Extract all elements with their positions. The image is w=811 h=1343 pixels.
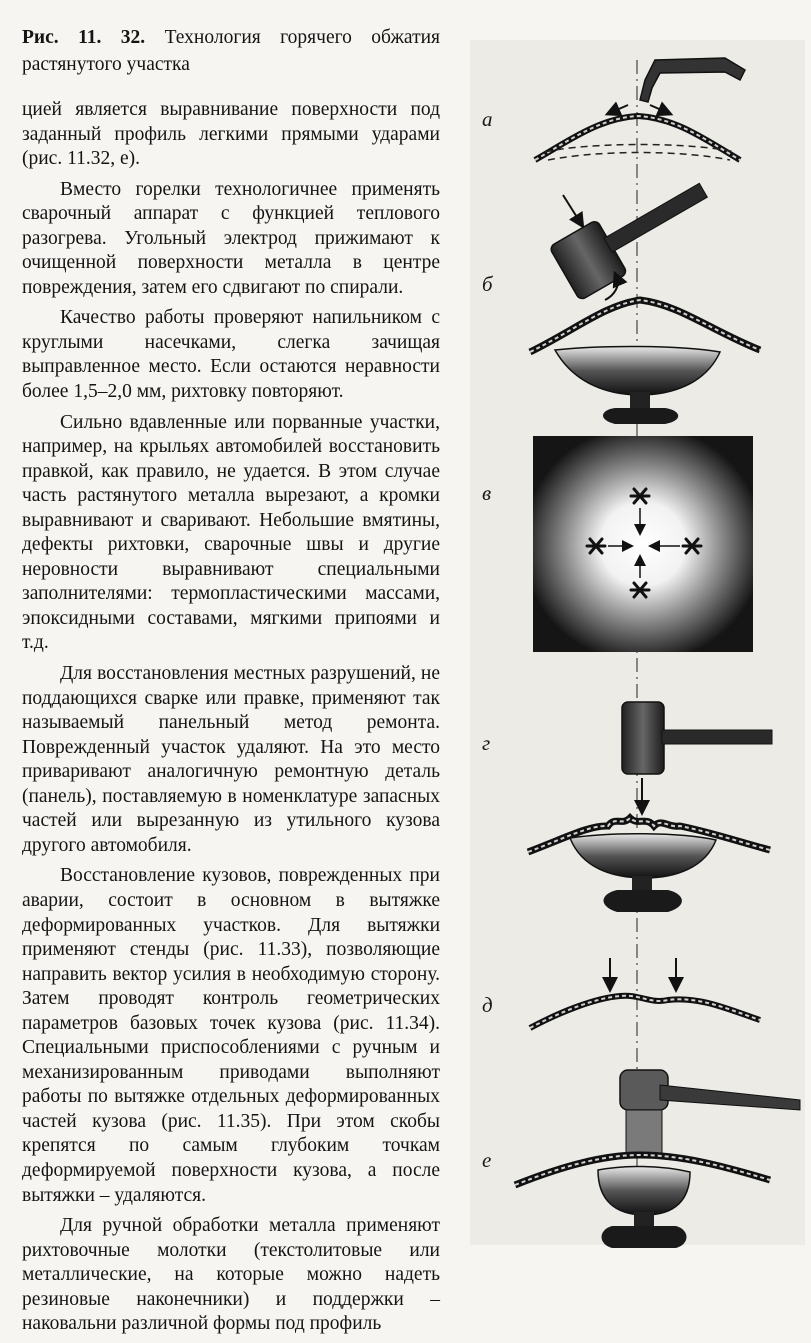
label-e: е xyxy=(482,1148,492,1172)
label-b: б xyxy=(482,272,493,296)
figure-11-32 xyxy=(460,0,811,1251)
paragraph: Для ручной обработки металла применяют рихтовочные молотки (текстолитовые или металлические, на которые можно надеть резиновые наконечники) и поддержки – наковальни различной формы под профиль xyxy=(22,1215,440,1335)
figure-caption xyxy=(22,24,440,78)
paragraph: цией является выравнивание поверхности под заданный профиль легкими прямыми ударами (рис. 11.32, е). xyxy=(22,99,440,170)
caption-label: Рис. 11. 32. xyxy=(22,27,146,48)
figure-illustration xyxy=(460,0,811,1251)
paragraph: Для восстановления местных разрушений, не поддающихся сварке или правке, применяют так называемый панельный метод ремонта. Поврежденный участок удаляют. На это место приваривают аналогичную ремонтную деталь (панель), поставляемую в номенклатуре запасных частей или вырезанную из утильного кузова другого автомобиля. xyxy=(22,663,440,856)
text-column xyxy=(22,24,440,1343)
caption-text: Технология горячего обжатия растянутого участка xyxy=(22,27,441,75)
paragraph: Вместо горелки технологичнее применять сварочный аппарат с функцией теплового разогрева. Угольный электрод прижимают к очищенной поверхности металла в центре повреждения, затем его сдвигают по спирали. xyxy=(22,178,440,298)
heated-area xyxy=(533,436,753,652)
paragraph: Сильно вдавленные или порванные участки, например, на крыльях автомобилей восстановить правкой, как правило, не удается. В этом случае часть растянутого металла вырезают, а кромки выравнивают и сваривают. Небольшие вмятины, дефекты рихтовки, сварочные швы и другие неровности выравнивают специальными заполнителями: термопластическими массами, эпоксидными составами, мягкими припоями и т.д. xyxy=(22,411,440,654)
paragraph: Качество работы проверяют напильником с круглыми насечками, слегка зачищая выправленное место. Если остаются неравности более 1,5–2,0 мм, рихтовку повторяют. xyxy=(22,307,440,403)
label-a: а xyxy=(482,107,493,131)
label-v: в xyxy=(482,481,492,505)
label-g: г xyxy=(482,731,491,755)
paragraph: Восстановление кузовов, поврежденных при аварии, состоит в основном в вытяжке деформированных участков. Для вытяжки применяют стенды (рис. 11.33), позволяющие направить вектор усилия в необходимую сторону. Затем проводят контроль геометрических параметров базовых точек кузова (рис. 11.34). Специальными приспособлениями с ручным и механизированным приводами выполняют работы по вытяжке отдельных деформированных частей кузова (рис. 11.35). При этом скобы крепятся по самым глубоким точкам деформируемой поверхности кузова, а после вытяжки – удаляются. xyxy=(22,865,440,1206)
label-d: д xyxy=(482,993,493,1017)
